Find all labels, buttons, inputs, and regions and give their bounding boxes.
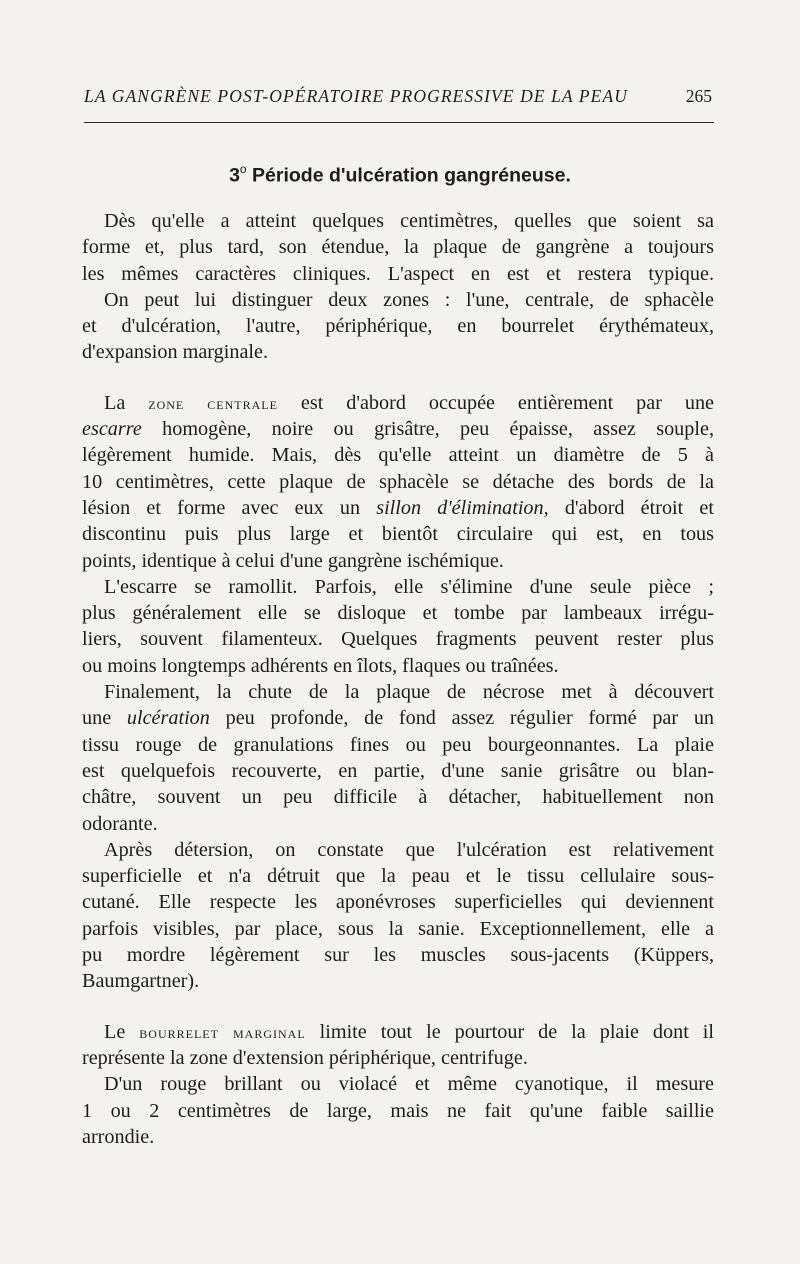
text-line: odorante. [82,812,158,835]
text-line: liers, souvent filamenteux. Quelques fragments peuvent rester plus [82,628,714,651]
header-rule [84,122,714,123]
text-line: parfois visibles, par place, sous la sanie. Exceptionnellement, elle a [82,917,714,940]
italic-term: escarre [82,418,142,441]
text-line: superficielle et n'a détruit que la peau et le tissu cellulaire sous- [82,865,714,888]
word: limite tout le pourtour de la plaie dont il [319,1020,715,1043]
text-line: légèrement humide. Mais, dès qu'elle atteint un diamètre de 5 à [82,444,714,467]
text-line: D'un rouge brillant ou violacé et même cyanotique, il mesure [104,1073,714,1096]
text-line: arrondie. [82,1125,155,1148]
word: peu profonde, de fond assez régulier formé par un [225,707,715,730]
text-line [82,416,714,442]
text-line: Baumgartner). [82,970,200,993]
page-number: 265 [685,86,712,106]
section-number: 3 [229,164,240,187]
word: La [104,391,126,414]
text-line: Finalement, la chute de la plaque de nécrose met à découvert [104,681,714,704]
small-caps-term: zone centrale [148,393,278,413]
word: Le [104,1020,126,1043]
paragraph-gap [82,995,714,1019]
word: d'abord étroit et [564,496,714,519]
text-line: 10 centimètres, cette plaque de sphacèle se détache des bords de la [82,470,714,493]
word: lésion et forme avec eux un [82,496,361,519]
text-line: les mêmes caractères cliniques. L'aspect en est et restera typique. [82,262,714,285]
text-line [82,1019,714,1045]
small-caps-term: bourrelet marginal [139,1022,306,1042]
text-line: Dès qu'elle a atteint quelques centimètres, quelles que soient sa [104,210,714,232]
text-line: L'escarre se ramollit. Parfois, elle s'élimine d'une seule pièce ; [104,575,714,598]
text-line: châtre, souvent un peu difficile à détacher, habituellement non [82,786,714,809]
word: homogène, noire ou grisâtre, peu épaisse, assez souple, [162,418,714,441]
section-title [0,163,800,188]
text-line: points, identique à celui d'une gangrène ischémique. [82,549,504,572]
text-line: d'expansion marginale. [82,341,269,364]
text-line: est quelquefois recouverte, en partie, d'une sanie grisâtre ou blan- [82,759,714,782]
text-line: forme et, plus tard, son étendue, la plaque de gangrène a toujours [82,236,714,259]
section-heading: Période d'ulcération gangréneuse. [252,164,571,187]
text-line: et d'ulcération, l'autre, périphérique, en bourrelet érythémateux, [82,315,714,338]
text-line: pu mordre légèrement sur les muscles sous-jacents (Küppers, [82,944,714,967]
italic-term: ulcération [126,707,210,730]
running-head: LA GANGRÈNE POST-OPÉRATOIRE PROGRESSIVE DE LA PEAU [84,86,628,106]
text-line: plus généralement elle se disloque et tombe par lambeaux irrégu- [82,602,714,625]
text-line: tissu rouge de granulations fines ou peu bourgeonnantes. La plaie [82,733,714,756]
text-line: ou moins longtemps adhérents en îlots, flaques ou traînées. [82,654,559,677]
text-line [82,495,714,521]
italic-term: sillon d'élimination, [376,496,549,519]
section-number-sup: o [239,162,247,176]
text-line: On peut lui distinguer deux zones : l'une, centrale, de sphacèle [104,288,714,311]
word: est d'abord occupée entièrement par une [300,391,715,414]
text-line: représente la zone d'extension périphérique, centrifuge. [82,1046,528,1069]
text-line: discontinu puis plus large et bientôt circulaire qui est, en tous [82,523,714,546]
body-text [82,208,714,1150]
text-line: cutané. Elle respecte les aponévroses superficielles qui deviennent [82,891,714,914]
paragraph-gap [82,366,714,390]
text-line: 1 ou 2 centimètres de large, mais ne fait qu'une faible saillie [82,1099,714,1122]
text-line: Après détersion, on constate que l'ulcération est relativement [104,838,714,861]
word: une [82,707,112,730]
text-line [82,390,714,416]
text-line [82,705,714,731]
